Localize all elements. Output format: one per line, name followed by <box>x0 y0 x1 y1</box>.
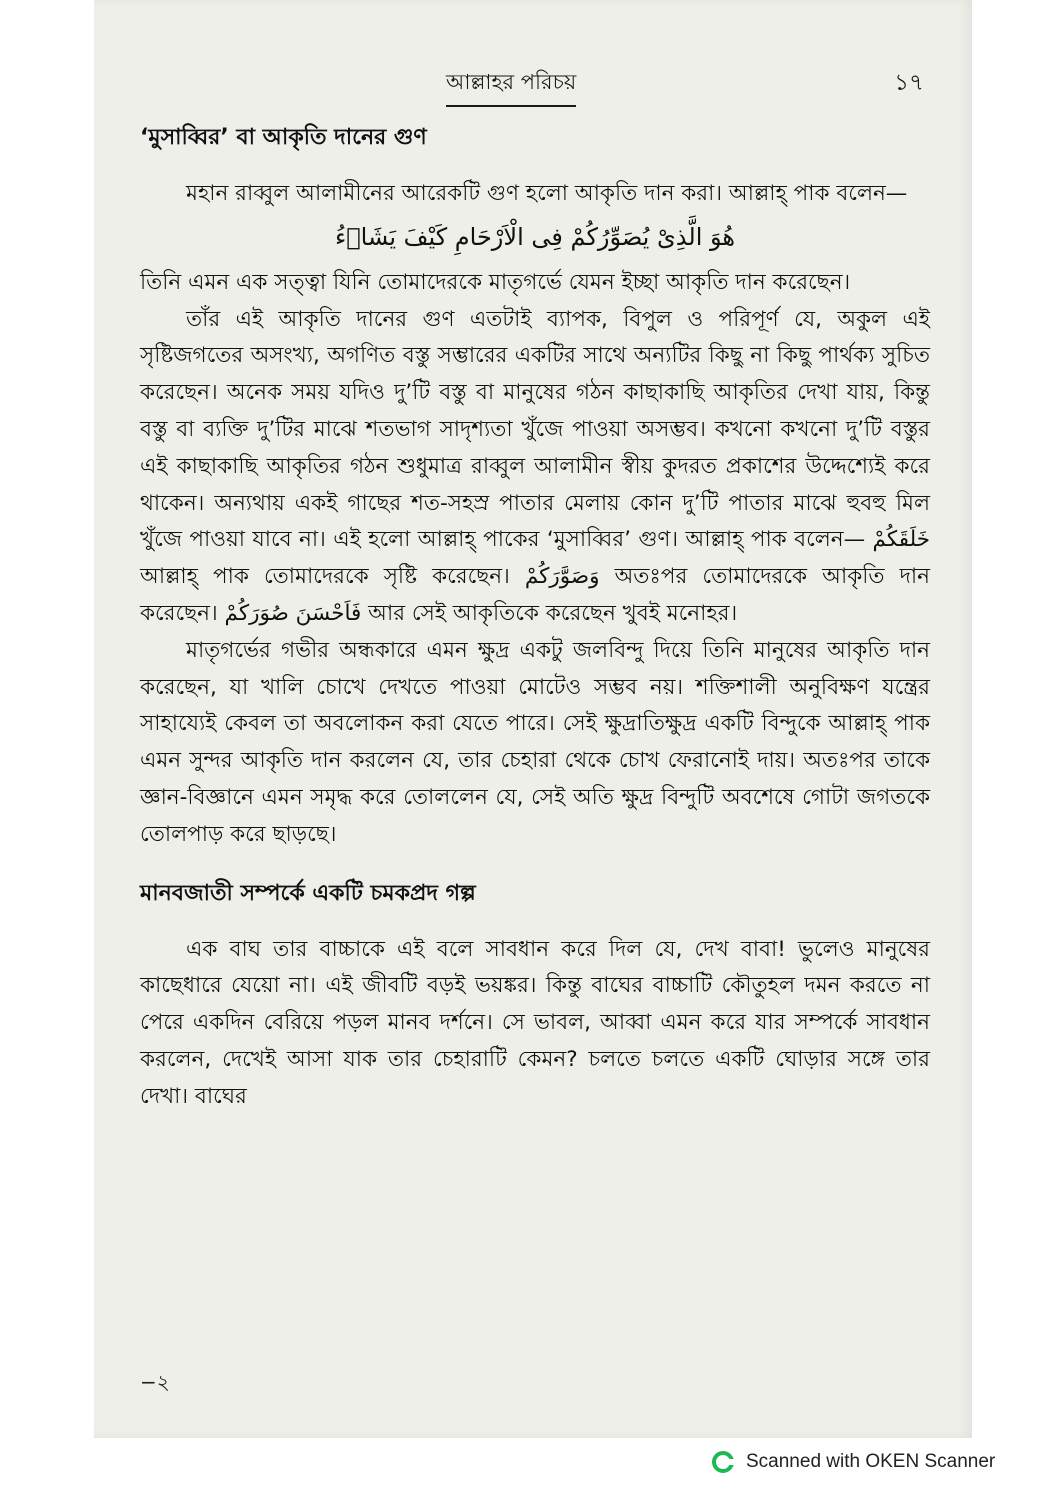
section-heading-story: মানবজাতী সম্পর্কে একটি চমকপ্রদ গল্প <box>140 880 476 906</box>
paragraph: তিনি এমন এক সত্ত্বা যিনি তোমাদেরকে মাতৃগর্ভে যেমন ইচ্ছা আকৃতি দান করেছেন। <box>140 269 851 295</box>
scanner-text: Scanned with OKEN Scanner <box>746 1451 996 1472</box>
running-title: আল্লাহর পরিচয় <box>446 66 576 107</box>
page-number: ১৭ <box>894 70 924 96</box>
page-content <box>140 122 930 1116</box>
page-header <box>94 54 972 104</box>
section-heading-musawwir: ‘মুসাব্বির’ বা আকৃতি দানের গুণ <box>140 125 427 150</box>
book-page <box>94 0 972 1438</box>
paragraph: এক বাঘ তার বাচ্চাকে এই বলে সাবধান করে দিল যে, দেখ বাবা! ভুলেও মানুষের কাছেধারে যেয়ো না। এই জীবটি বড়ই ভয়ঙ্কর। কিন্তু বাঘের বাচ্চাটি কৌতুহল দমন করতে না পেরে একদিন বেরিয়ে পড়ল মানব দর্শনে। সে ভাবল, আব্বা এমন করে যার সম্পর্কে সাবধান করলেন, দেখেই আসা যাক তার চেহারাটি কেমন? চলতে চলতে একটি ঘোড়ার সঙ্গে তার দেখা। বাঘের <box>140 936 930 1109</box>
paragraph: মাতৃগর্ভের গভীর অন্ধকারে এমন ক্ষুদ্র একটু জলবিন্দু দিয়ে তিনি মানুষের আকৃতি দান করেছেন, যা খালি চোখে দেখতে পাওয়া মোটেও সম্ভব নয়। শক্তিশালী অনুবিক্ষণ যন্ত্রের সাহায্যেই কেবল তা অবলোকন করা যেতে পারে। সেই ক্ষুদ্রাতিক্ষুদ্র একটি বিন্দুকে আল্লাহ্ পাক এমন সুন্দর আকৃতি দান করলেন যে, তার চেহারা থেকে চোখ ফেরানোই দায়। অতঃপর তাকে জ্ঞান-বিজ্ঞানে এমন সমৃদ্ধ করে তোললেন যে, সেই অতি ক্ষুদ্র বিন্দুটি অবশেষে গোটা জগতকে তোলপাড় করে ছাড়ছে। <box>140 637 930 847</box>
paragraph: তাঁর এই আকৃতি দানের গুণ এতটাই ব্যাপক, বিপুল ও পরিপূর্ণ যে, অকুল এই সৃষ্টিজগতের অসংখ্য, অগণিত বস্তু সম্ভারের একটির সাথে অন্যটির কিছু না কিছু পার্থক্য সুচিত করেছেন। অনেক সময় যদিও দু’টি বস্তু বা মানুষের গঠন কাছাকাছি আকৃতির দেখা যায়, কিন্তু বস্তু বা ব্যক্তি দু’টির মাঝে শতভাগ সাদৃশ্যতা খুঁজে পাওয়া অসম্ভব। কখনো কখনো দু’টি বস্তুর এই কাছাকাছি আকৃতির গঠন শুধুমাত্র রাব্বুল আলামীন স্বীয় কুদরত প্রকাশের উদ্দেশ্যেই করে থাকেন। অন্যথায় একই গাছের শত-সহস্র পাতার মেলায় কোন দু’টি পাতার মাঝে হুবহু মিল খুঁজে পাওয়া যাবে না। এই হলো আল্লাহ্ পাকের ‘মুসাব্বির’ গুণ। আল্লাহ্ পাক বলেন— خَلَقَكُمْ আল্লাহ্ পাক তোমাদেরকে সৃষ্টি করেছেন। وَصَوَّرَكُمْ অতঃপর তোমাদেরকে আকৃতি দান করেছেন। فَاَحْسَنَ صُوَرَكُمْ আর সেই আকৃতিকে করেছেন খুবই মনোহর। <box>140 306 930 626</box>
scanner-watermark <box>712 1447 995 1477</box>
paragraph: মহান রাব্বুল আলামীনের আরেকটি গুণ হলো আকৃতি দান করা। আল্লাহ্ পাক বলেন— <box>186 181 908 206</box>
oken-scanner-icon <box>712 1451 734 1473</box>
arabic-verse: هُوَ الَّذِىْ يُصَوِّرُكُمْ فِى الْاَرْحَامِ كَيْفَ يَشَاۤءُ <box>334 222 736 251</box>
signature-mark: −২ <box>140 1370 170 1394</box>
